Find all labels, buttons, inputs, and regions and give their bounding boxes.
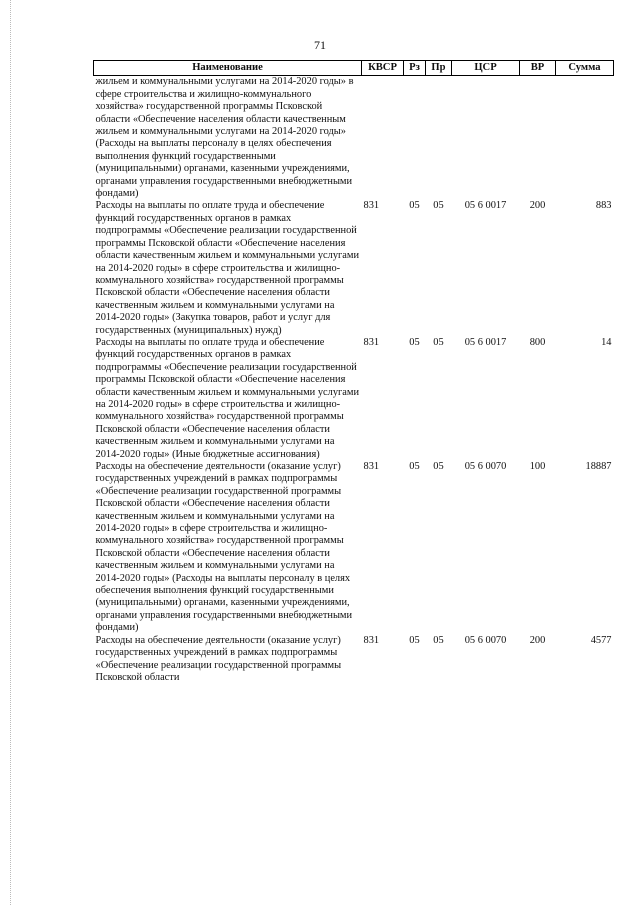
row-rz: 05 <box>409 461 420 472</box>
row-vr: 100 <box>529 461 546 472</box>
row-csr: 05 6 0017 <box>464 336 507 348</box>
row-kvsr: 831 <box>363 634 380 646</box>
row-vr <box>520 76 556 201</box>
row-kvsr: 831 <box>363 461 380 472</box>
row-csr <box>452 76 520 201</box>
row-pr: 05 <box>433 634 444 646</box>
row-sum: 14 <box>601 336 612 348</box>
row-pr: 05 <box>433 336 444 348</box>
row-sum: 883 <box>595 200 612 212</box>
page-number: 71 <box>314 38 326 52</box>
row-rz: 05 <box>409 336 420 348</box>
header-pr: Пр <box>426 61 452 76</box>
row-vr: 200 <box>529 634 546 646</box>
row-pr: 05 <box>433 200 444 212</box>
row-vr: 200 <box>529 200 546 212</box>
row-kvsr <box>362 76 404 201</box>
table-row <box>94 200 614 336</box>
scan-margin-line <box>10 0 11 905</box>
row-kvsr: 831 <box>363 336 380 348</box>
row-name: Расходы на выплаты по оплате труда и обеспечение функций государственных органов в рамках подпрограммы «Обеспечение реализации государственной программы Псковской области «Обеспечение населения области качественным жильем и коммунальными услугами на 2014-2020 годы» в сфере строительства и жилищно-коммунального хозяйства» государственной программы Псковской области «Обеспечение населения области качественным жильем и коммунальными услугами на 2014-2020 годы» (Закупка товаров, работ и услуг для государственных (муниципальных) нужд) <box>95 200 360 336</box>
table-header-row <box>94 61 614 76</box>
row-rz: 05 <box>409 200 420 212</box>
header-sum: Сумма <box>556 61 614 76</box>
row-csr: 05 6 0070 <box>464 634 507 646</box>
row-name: Расходы на выплаты по оплате труда и обеспечение функций государственных органов в рамках подпрограммы «Обеспечение реализации государственной программы Псковской области «Обеспечение населения области качественным жильем и коммунальными услугами на 2014-2020 годы» в сфере строительства и жилищно-коммунального хозяйства» государственной программы Псковской области «Обеспечение населения области качественным жильем и коммунальными услугами на 2014-2020 годы» (Иные бюджетные ассигнования) <box>95 336 360 460</box>
row-vr: 800 <box>529 336 546 348</box>
row-sum: 4577 <box>590 634 612 646</box>
header-csr: ЦСР <box>452 61 520 76</box>
row-csr: 05 6 0070 <box>464 461 507 472</box>
row-name: Расходы на обеспечение деятельности (оказание услуг) государственных учреждений в рамках подпрограммы «Обеспечение реализации государственной программы Псковской области <box>95 634 342 683</box>
row-rz: 05 <box>409 634 420 646</box>
row-csr: 05 6 0017 <box>464 200 507 212</box>
budget-table <box>93 60 614 684</box>
table-row <box>94 461 614 635</box>
row-name: жильем и коммунальными услугами на 2014-2020 годы» в сфере строительства и жилищно-коммунального хозяйства» государственной программы Псковской области «Обеспечение населения области качественным жильем и коммунальными услугами на 2014-2020 годы» (Расходы на выплаты персоналу в целях обеспечения выполнения функций государственными (муниципальными) органами, казенными учреждениями, органами управления государственными внебюджетными фондами) <box>95 76 354 200</box>
header-name: Наименование <box>94 61 362 76</box>
row-pr: 05 <box>433 461 444 472</box>
row-kvsr: 831 <box>363 200 380 212</box>
row-name: Расходы на обеспечение деятельности (оказание услуг) государственных учреждений в рамках подпрограммы «Обеспечение реализации государственной программы Псковской области «Обеспечение населения области качественным жильем и коммунальными услугами на 2014-2020 годы» в сфере строительства и жилищно-коммунального хозяйства» государственной программы Псковской области «Обеспечение населения области качественным жильем и коммунальными услугами на 2014-2020 годы» (Расходы на выплаты персоналу в целях обеспечения выполнения функций государственными (муниципальными) органами, казенными учреждениями, органами управления государственными внебюджетными фондами) <box>95 461 353 634</box>
row-pr <box>426 76 452 201</box>
row-sum: 18887 <box>585 461 612 472</box>
table-row <box>94 635 614 685</box>
row-sum <box>556 76 614 201</box>
table-row <box>94 337 614 461</box>
header-kvsr: КВСР <box>362 61 404 76</box>
header-vr: ВР <box>520 61 556 76</box>
table-row <box>94 76 614 201</box>
header-rz: Рз <box>404 61 426 76</box>
row-rz <box>404 76 426 201</box>
